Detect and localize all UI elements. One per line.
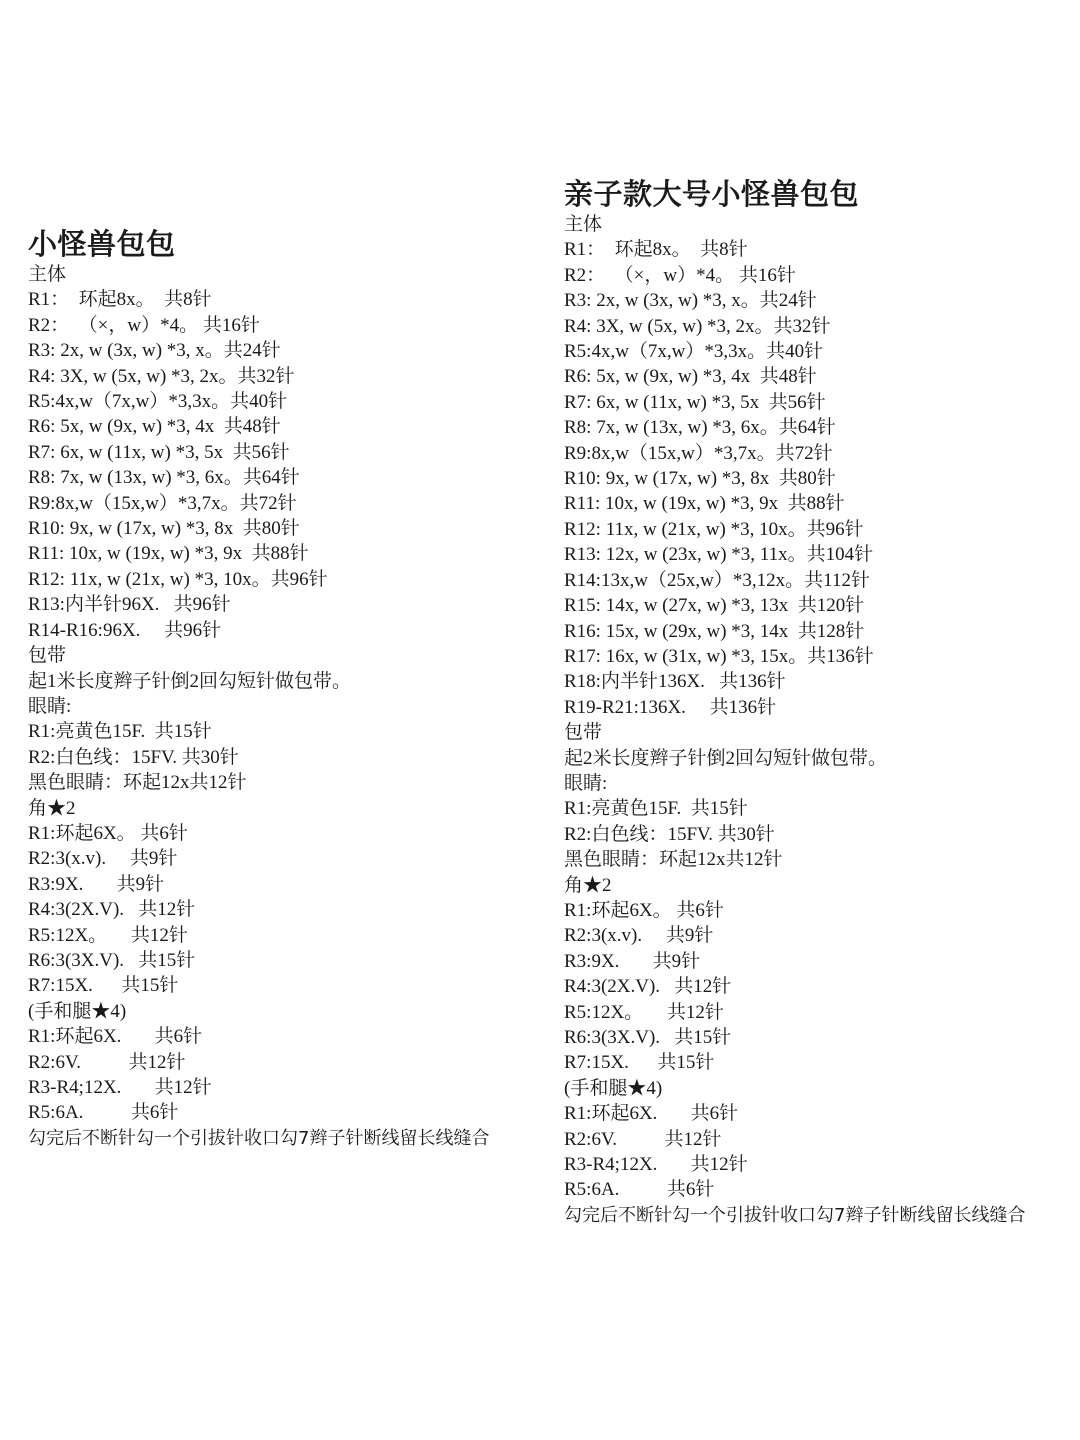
pattern-line: R7:15X. 共15针	[564, 1052, 715, 1074]
pattern-line: R2:6V. 共12针	[28, 1051, 186, 1073]
pattern-line: 主体	[28, 264, 67, 285]
pattern-line: R5:12X。 共12针	[28, 924, 188, 946]
pattern-line: 黑色眼睛：环起12x共12针	[564, 849, 783, 871]
pattern-line: R13: 12x, w (23x, w) *3, 11x。共104针	[564, 544, 874, 566]
pattern-line: R2:3(x.v). 共9针	[28, 848, 178, 870]
pattern-line: R2:白色线：15FV. 共30针	[28, 746, 239, 768]
pattern-line: R5:4x,w（7x,w）*3,3x。共40针	[28, 391, 288, 413]
pattern-line: R16: 15x, w (29x, w) *3, 14x 共128针	[564, 620, 865, 642]
pattern-line: R12: 11x, w (21x, w) *3, 10x。共96针	[28, 568, 328, 590]
pattern-line: R3: 2x, w (3x, w) *3, x。共24针	[564, 290, 817, 312]
pattern-line: R19-R21:136X. 共136针	[564, 696, 777, 718]
pattern-line: R7: 6x, w (11x, w) *3, 5x 共56针	[564, 391, 826, 413]
pattern-line: R12: 11x, w (21x, w) *3, 10x。共96针	[564, 518, 864, 540]
pattern-line: (手和腿★4)	[28, 1000, 127, 1022]
pattern-ending-left: 勾完后不断针勾一个引拔针收口勾7辫子针断线留长线缝合	[28, 1127, 490, 1149]
pattern-lines-right	[564, 212, 1064, 1203]
pattern-line: R1： 环起8x。 共8针	[28, 289, 212, 311]
pattern-line: R2:6V. 共12针	[564, 1128, 722, 1150]
pattern-line: R2:白色线：15FV. 共30针	[564, 823, 775, 845]
pattern-line: R5:12X。 共12针	[564, 1001, 724, 1023]
pattern-line: R5:6A. 共6针	[564, 1179, 715, 1201]
pattern-line: 眼睛:	[564, 772, 608, 794]
pattern-line: 角★2	[564, 874, 612, 896]
pattern-line: R15: 14x, w (27x, w) *3, 13x 共120针	[564, 595, 865, 617]
pattern-line: R11: 10x, w (19x, w) *3, 9x 共88针	[28, 543, 309, 565]
pattern-line: R9:8x,w（15x,w）*3,7x。共72针	[564, 442, 833, 464]
pattern-line: R2:3(x.v). 共9针	[564, 925, 714, 947]
pattern-line: R5:6A. 共6针	[28, 1102, 179, 1124]
pattern-line: R3: 2x, w (3x, w) *3, x。共24针	[28, 340, 281, 362]
pattern-line: R8: 7x, w (13x, w) *3, 6x。共64针	[564, 417, 836, 439]
pattern-line: 主体	[564, 214, 603, 235]
pattern-line: R1:环起6X。 共6针	[28, 822, 188, 844]
pattern-line: 眼睛:	[28, 695, 72, 717]
pattern-line: R1:环起6X。 共6针	[564, 899, 724, 921]
pattern-line: R18:内半针136X. 共136针	[564, 671, 786, 693]
pattern-line: 起2米长度辫子针倒2回勾短针做包带。	[564, 747, 888, 769]
pattern-line: R4: 3X, w (5x, w) *3, 2x。共32针	[564, 315, 831, 337]
pattern-line: R14-R16:96X. 共96针	[28, 619, 222, 641]
pattern-line: R10: 9x, w (17x, w) *3, 8x 共80针	[564, 468, 836, 490]
pattern-line: R17: 16x, w (31x, w) *3, 15x。共136针	[564, 645, 874, 667]
pattern-line: R3:9X. 共9针	[564, 950, 701, 972]
pattern-line: R11: 10x, w (19x, w) *3, 9x 共88针	[564, 493, 845, 515]
pattern-line: R5:4x,w（7x,w）*3,3x。共40针	[564, 341, 824, 363]
pattern-line: R6: 5x, w (9x, w) *3, 4x 共48针	[564, 366, 817, 388]
pattern-line: R2： （×，w）*4。 共16针	[564, 264, 796, 286]
pattern-ending-right: 勾完后不断针勾一个引拔针收口勾7辫子针断线留长线缝合	[564, 1204, 1026, 1226]
pattern-line: R9:8x,w（15x,w）*3,7x。共72针	[28, 492, 297, 514]
pattern-line: 包带	[28, 645, 67, 667]
pattern-title-left: 小怪兽包包	[28, 227, 176, 261]
pattern-line: R7:15X. 共15针	[28, 975, 179, 997]
pattern-line: R3-R4;12X. 共12针	[28, 1077, 212, 1098]
pattern-line: R10: 9x, w (17x, w) *3, 8x 共80针	[28, 518, 300, 540]
pattern-column-left	[28, 226, 528, 1151]
pattern-line: R2： （×，w）*4。 共16针	[28, 314, 260, 336]
pattern-line: R4:3(2X.V). 共12针	[28, 899, 196, 921]
pattern-line: R1:亮黄色15F. 共15针	[564, 798, 748, 820]
pattern-line: (手和腿★4)	[564, 1077, 663, 1099]
pattern-line: R8: 7x, w (13x, w) *3, 6x。共64针	[28, 467, 300, 489]
pattern-line: R3:9X. 共9针	[28, 873, 165, 895]
pattern-line: R1:环起6X. 共6针	[28, 1026, 203, 1048]
pattern-line: R14:13x,w（25x,w）*3,12x。共112针	[564, 569, 870, 591]
pattern-line: R1:环起6X. 共6针	[564, 1103, 739, 1125]
pattern-line: R1： 环起8x。 共8针	[564, 239, 748, 261]
pattern-line: 起1米长度辫子针倒2回勾短针做包带。	[28, 670, 352, 692]
pattern-line: R4: 3X, w (5x, w) *3, 2x。共32针	[28, 365, 295, 387]
pattern-line: 角★2	[28, 797, 76, 819]
pattern-line: R6:3(3X.V). 共15针	[564, 1027, 732, 1048]
pattern-line: R6: 5x, w (9x, w) *3, 4x 共48针	[28, 416, 281, 438]
pattern-column-right	[564, 176, 1064, 1228]
pattern-line: R4:3(2X.V). 共12针	[564, 976, 732, 998]
pattern-lines-left	[28, 262, 528, 1126]
pattern-line: 包带	[564, 722, 603, 744]
pattern-line: R1:亮黄色15F. 共15针	[28, 721, 212, 743]
pattern-line: R6:3(3X.V). 共15针	[28, 949, 196, 971]
pattern-line: R7: 6x, w (11x, w) *3, 5x 共56针	[28, 441, 290, 463]
pattern-line: R13:内半针96X. 共96针	[28, 594, 231, 616]
pattern-line: R3-R4;12X. 共12针	[564, 1154, 748, 1176]
pattern-title-right: 亲子款大号小怪兽包包	[564, 177, 860, 211]
pattern-line: 黑色眼睛：环起12x共12针	[28, 772, 247, 794]
